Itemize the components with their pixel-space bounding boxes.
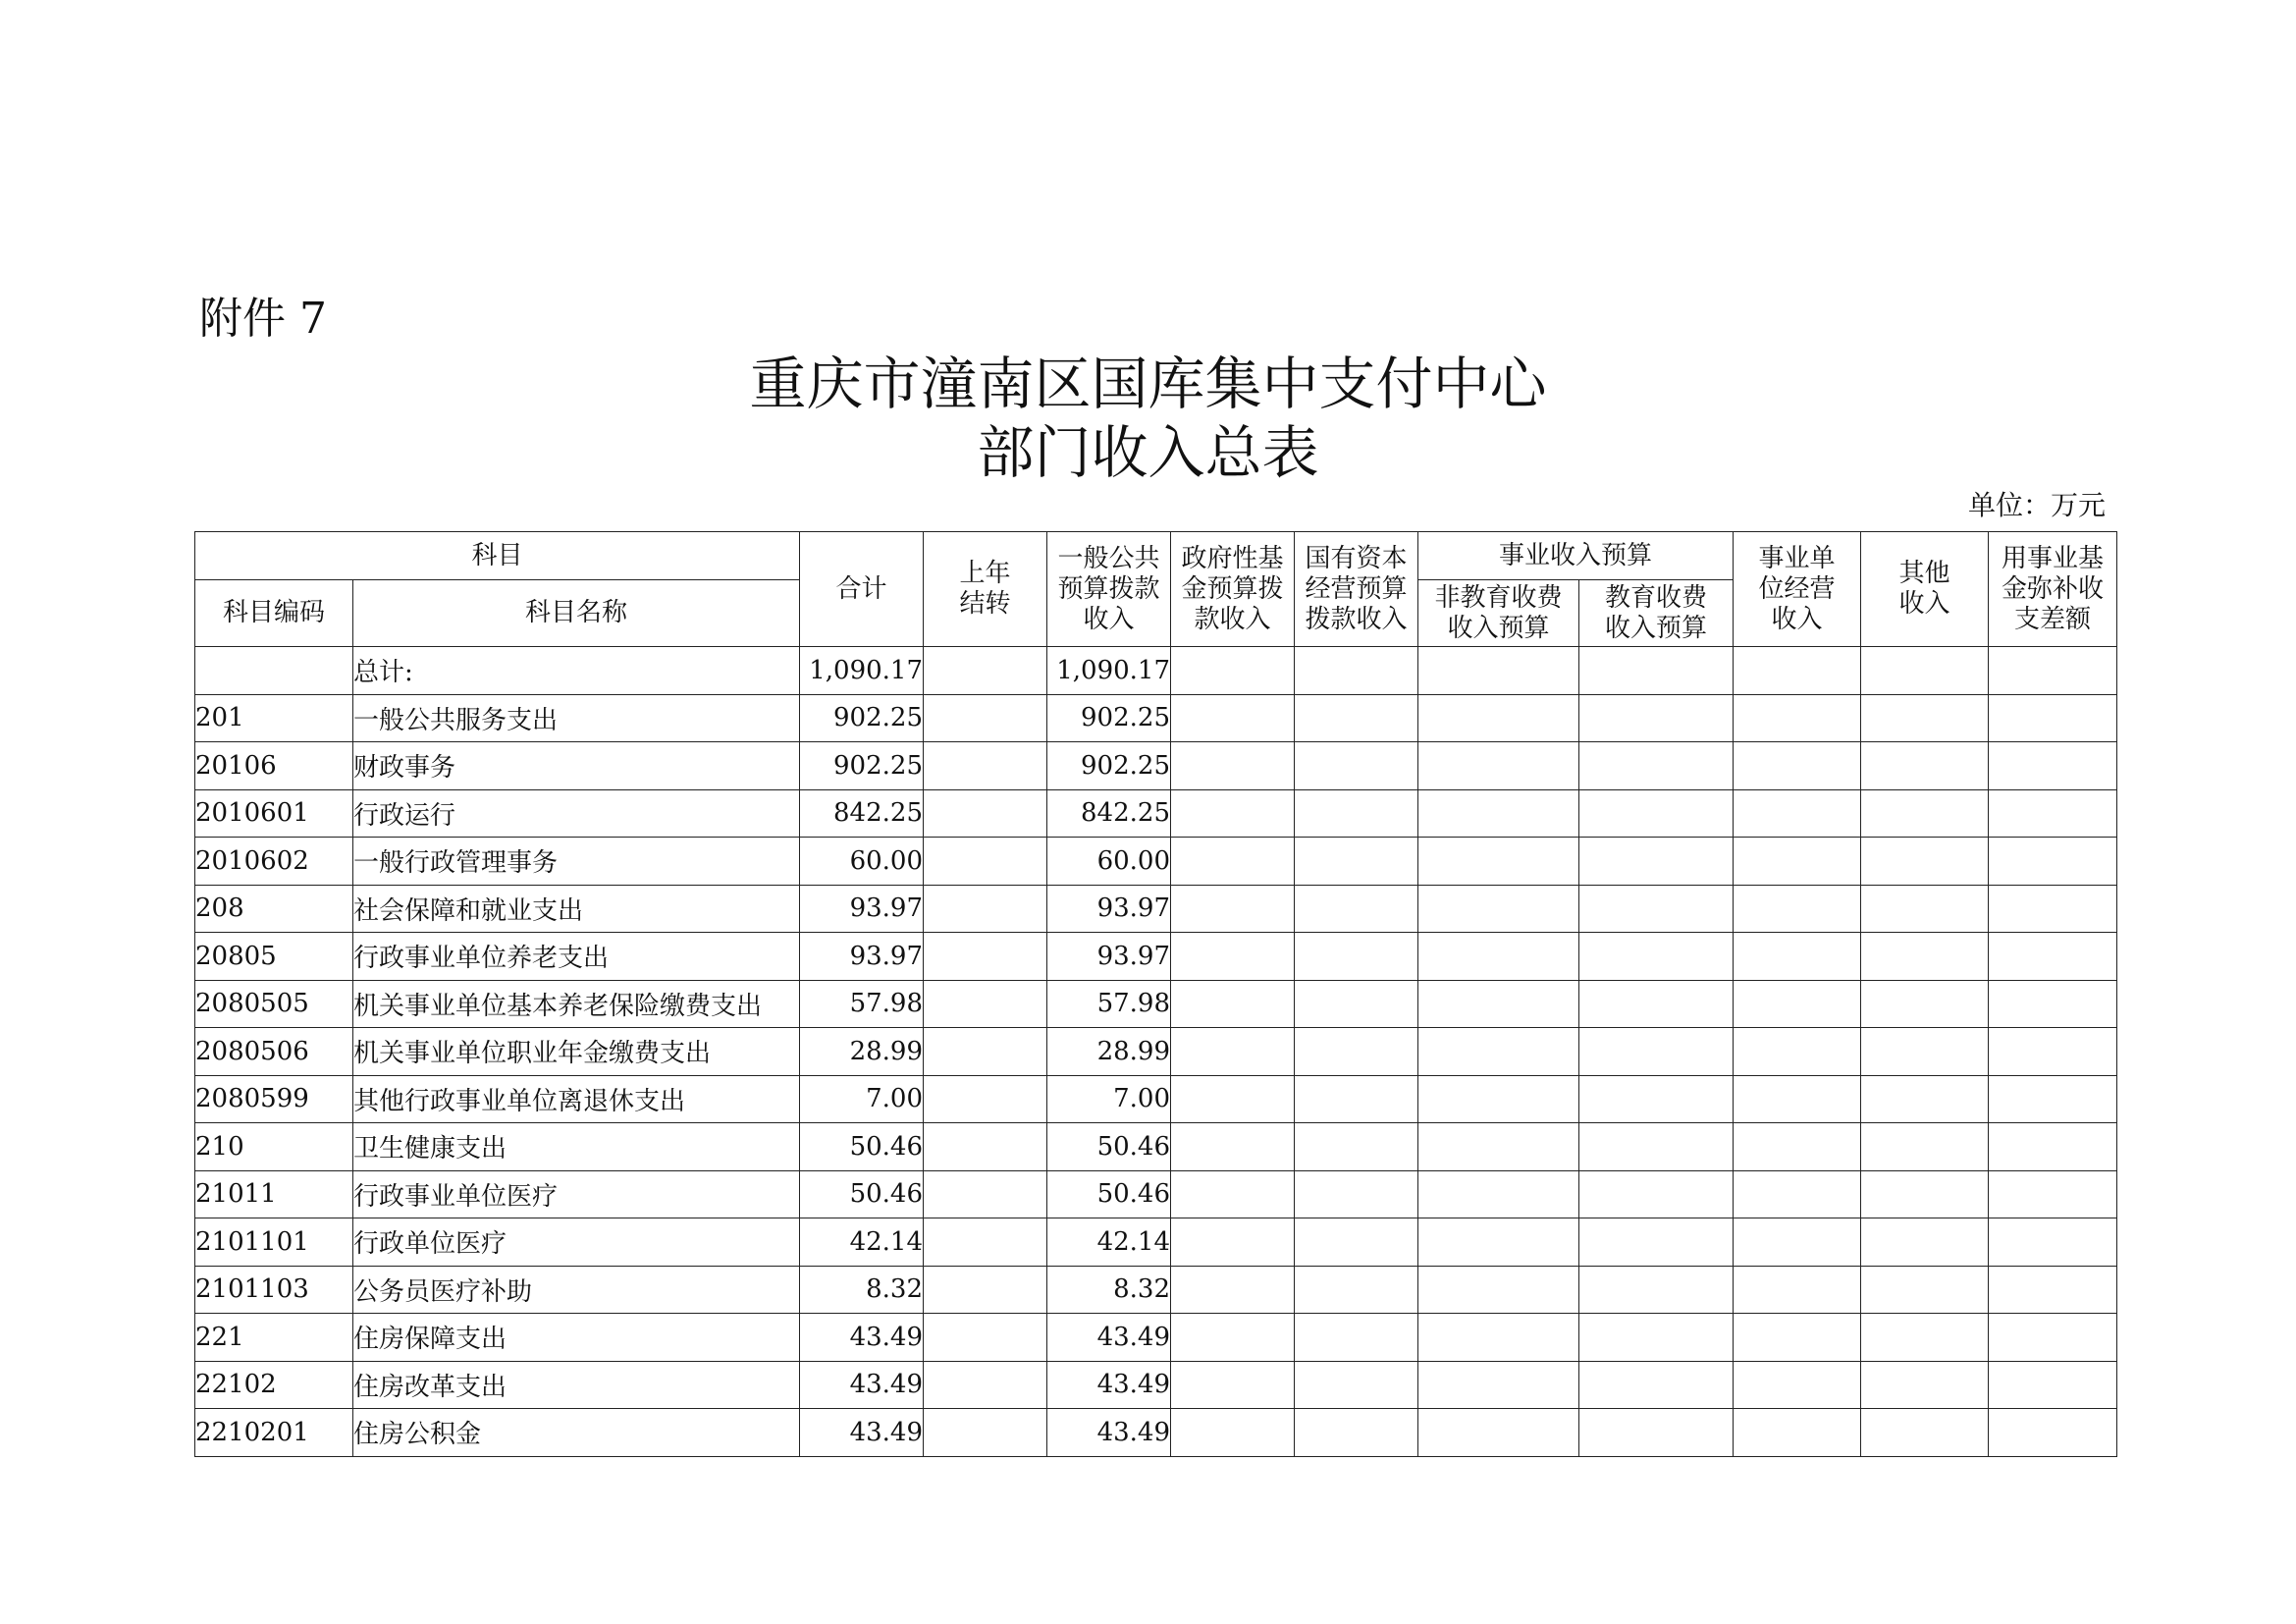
cell-prior-year xyxy=(924,933,1047,981)
cell-gov-fund xyxy=(1171,647,1295,695)
cell-other-income xyxy=(1861,1409,1989,1457)
cell-non-education-fees xyxy=(1418,980,1579,1028)
cell-business-unit xyxy=(1734,647,1861,695)
cell-reserve-offset xyxy=(1989,1218,2117,1267)
cell-total: 8.32 xyxy=(800,1266,924,1314)
table-body xyxy=(195,647,2117,1457)
cell-state-capital xyxy=(1295,885,1418,933)
cell-prior-year xyxy=(924,1361,1047,1409)
cell-gov-fund xyxy=(1171,1361,1295,1409)
cell-name: 一般行政管理事务 xyxy=(353,838,800,886)
cell-business-unit xyxy=(1734,838,1861,886)
cell-total: 93.97 xyxy=(800,933,924,981)
cell-education-fees xyxy=(1579,647,1734,695)
cell-general-budget: 842.25 xyxy=(1047,789,1171,838)
cell-non-education-fees xyxy=(1418,1123,1579,1171)
header-education-fees: 教育收费 收入预算 xyxy=(1579,580,1734,647)
cell-code xyxy=(195,647,353,695)
cell-name: 行政运行 xyxy=(353,789,800,838)
department-income-table xyxy=(194,531,2117,1457)
cell-state-capital xyxy=(1295,838,1418,886)
cell-education-fees xyxy=(1579,1123,1734,1171)
cell-state-capital xyxy=(1295,1170,1418,1218)
cell-other-income xyxy=(1861,980,1989,1028)
cell-non-education-fees xyxy=(1418,694,1579,742)
cell-state-capital xyxy=(1295,742,1418,790)
table-row xyxy=(195,1170,2117,1218)
cell-other-income xyxy=(1861,1314,1989,1362)
cell-total: 1,090.17 xyxy=(800,647,924,695)
cell-code: 21011 xyxy=(195,1170,353,1218)
unit-label: 单位：万元 xyxy=(1967,489,2106,521)
cell-code: 2010601 xyxy=(195,789,353,838)
cell-total: 902.25 xyxy=(800,742,924,790)
cell-total: 7.00 xyxy=(800,1075,924,1123)
table-row xyxy=(195,789,2117,838)
cell-gov-fund xyxy=(1171,1409,1295,1457)
cell-name: 其他行政事业单位离退休支出 xyxy=(353,1075,800,1123)
cell-education-fees xyxy=(1579,742,1734,790)
cell-name: 行政事业单位医疗 xyxy=(353,1170,800,1218)
cell-prior-year xyxy=(924,789,1047,838)
cell-total: 50.46 xyxy=(800,1123,924,1171)
header-prior-year-carryover: 上年 结转 xyxy=(924,532,1047,647)
cell-state-capital xyxy=(1295,694,1418,742)
cell-education-fees xyxy=(1579,838,1734,886)
cell-code: 20106 xyxy=(195,742,353,790)
cell-general-budget: 43.49 xyxy=(1047,1314,1171,1362)
cell-non-education-fees xyxy=(1418,1075,1579,1123)
header-other-income: 其他 收入 xyxy=(1861,532,1989,647)
cell-reserve-offset xyxy=(1989,1028,2117,1076)
cell-reserve-offset xyxy=(1989,1170,2117,1218)
cell-non-education-fees xyxy=(1418,1361,1579,1409)
cell-business-unit xyxy=(1734,980,1861,1028)
cell-non-education-fees xyxy=(1418,1409,1579,1457)
cell-business-unit xyxy=(1734,933,1861,981)
cell-general-budget: 50.46 xyxy=(1047,1170,1171,1218)
table-row xyxy=(195,694,2117,742)
cell-gov-fund xyxy=(1171,933,1295,981)
cell-other-income xyxy=(1861,933,1989,981)
cell-other-income xyxy=(1861,1218,1989,1267)
cell-state-capital xyxy=(1295,1314,1418,1362)
cell-general-budget: 43.49 xyxy=(1047,1409,1171,1457)
header-subject-code: 科目编码 xyxy=(195,580,353,647)
cell-reserve-offset xyxy=(1989,1266,2117,1314)
table-row xyxy=(195,1218,2117,1267)
cell-prior-year xyxy=(924,1028,1047,1076)
cell-business-unit xyxy=(1734,742,1861,790)
header-state-capital-budget: 国有资本 经营预算 拨款收入 xyxy=(1295,532,1418,647)
cell-prior-year xyxy=(924,1170,1047,1218)
cell-name: 社会保障和就业支出 xyxy=(353,885,800,933)
table-row xyxy=(195,933,2117,981)
cell-code: 210 xyxy=(195,1123,353,1171)
cell-name: 财政事务 xyxy=(353,742,800,790)
cell-business-unit xyxy=(1734,1170,1861,1218)
cell-other-income xyxy=(1861,1123,1989,1171)
cell-general-budget: 28.99 xyxy=(1047,1028,1171,1076)
header-total: 合计 xyxy=(800,532,924,647)
cell-code: 2210201 xyxy=(195,1409,353,1457)
cell-other-income xyxy=(1861,1361,1989,1409)
cell-reserve-offset xyxy=(1989,933,2117,981)
cell-name: 公务员医疗补助 xyxy=(353,1266,800,1314)
cell-state-capital xyxy=(1295,1266,1418,1314)
cell-non-education-fees xyxy=(1418,1028,1579,1076)
cell-total: 842.25 xyxy=(800,789,924,838)
cell-reserve-offset xyxy=(1989,1409,2117,1457)
cell-gov-fund xyxy=(1171,1266,1295,1314)
cell-business-unit xyxy=(1734,789,1861,838)
cell-non-education-fees xyxy=(1418,838,1579,886)
cell-code: 2080506 xyxy=(195,1028,353,1076)
cell-business-unit xyxy=(1734,1314,1861,1362)
attachment-label: 附件 7 xyxy=(199,294,327,344)
header-reserve-offset: 用事业基 金弥补收 支差额 xyxy=(1989,532,2117,647)
cell-other-income xyxy=(1861,789,1989,838)
header-subject: 科目 xyxy=(195,532,800,580)
cell-general-budget: 902.25 xyxy=(1047,694,1171,742)
cell-other-income xyxy=(1861,647,1989,695)
cell-reserve-offset xyxy=(1989,647,2117,695)
table-row xyxy=(195,1028,2117,1076)
cell-business-unit xyxy=(1734,1075,1861,1123)
header-subject-name: 科目名称 xyxy=(353,580,800,647)
cell-name: 卫生健康支出 xyxy=(353,1123,800,1171)
table-row xyxy=(195,1361,2117,1409)
cell-gov-fund xyxy=(1171,885,1295,933)
cell-prior-year xyxy=(924,1409,1047,1457)
cell-name: 一般公共服务支出 xyxy=(353,694,800,742)
cell-gov-fund xyxy=(1171,789,1295,838)
table-row xyxy=(195,1266,2117,1314)
cell-non-education-fees xyxy=(1418,933,1579,981)
cell-general-budget: 902.25 xyxy=(1047,742,1171,790)
cell-gov-fund xyxy=(1171,1075,1295,1123)
cell-code: 2080505 xyxy=(195,980,353,1028)
cell-name: 住房保障支出 xyxy=(353,1314,800,1362)
cell-reserve-offset xyxy=(1989,1075,2117,1123)
cell-business-unit xyxy=(1734,1218,1861,1267)
cell-code: 2101101 xyxy=(195,1218,353,1267)
cell-code: 2080599 xyxy=(195,1075,353,1123)
cell-business-unit xyxy=(1734,1361,1861,1409)
cell-general-budget: 50.46 xyxy=(1047,1123,1171,1171)
cell-prior-year xyxy=(924,1218,1047,1267)
cell-code: 221 xyxy=(195,1314,353,1362)
cell-reserve-offset xyxy=(1989,980,2117,1028)
cell-prior-year xyxy=(924,1123,1047,1171)
cell-education-fees xyxy=(1579,980,1734,1028)
table-row xyxy=(195,1314,2117,1362)
cell-name: 住房改革支出 xyxy=(353,1361,800,1409)
cell-other-income xyxy=(1861,742,1989,790)
cell-gov-fund xyxy=(1171,1314,1295,1362)
cell-education-fees xyxy=(1579,1409,1734,1457)
cell-prior-year xyxy=(924,742,1047,790)
cell-state-capital xyxy=(1295,1361,1418,1409)
cell-education-fees xyxy=(1579,933,1734,981)
table-row xyxy=(195,742,2117,790)
cell-non-education-fees xyxy=(1418,1218,1579,1267)
table-row xyxy=(195,980,2117,1028)
cell-reserve-offset xyxy=(1989,694,2117,742)
cell-other-income xyxy=(1861,885,1989,933)
cell-prior-year xyxy=(924,1266,1047,1314)
cell-other-income xyxy=(1861,1170,1989,1218)
cell-prior-year xyxy=(924,647,1047,695)
cell-other-income xyxy=(1861,1266,1989,1314)
cell-total: 42.14 xyxy=(800,1218,924,1267)
cell-general-budget: 7.00 xyxy=(1047,1075,1171,1123)
cell-total: 93.97 xyxy=(800,885,924,933)
cell-education-fees xyxy=(1579,789,1734,838)
cell-business-unit xyxy=(1734,1409,1861,1457)
cell-prior-year xyxy=(924,1075,1047,1123)
table-row xyxy=(195,647,2117,695)
cell-education-fees xyxy=(1579,1028,1734,1076)
cell-total: 43.49 xyxy=(800,1314,924,1362)
cell-other-income xyxy=(1861,694,1989,742)
cell-state-capital xyxy=(1295,647,1418,695)
cell-other-income xyxy=(1861,838,1989,886)
cell-general-budget: 57.98 xyxy=(1047,980,1171,1028)
header-business-unit-operating: 事业单 位经营 收入 xyxy=(1734,532,1861,647)
cell-name: 行政单位医疗 xyxy=(353,1218,800,1267)
cell-code: 201 xyxy=(195,694,353,742)
cell-gov-fund xyxy=(1171,694,1295,742)
cell-name: 住房公积金 xyxy=(353,1409,800,1457)
cell-name: 总计: xyxy=(353,647,800,695)
cell-total: 43.49 xyxy=(800,1409,924,1457)
cell-reserve-offset xyxy=(1989,789,2117,838)
cell-code: 208 xyxy=(195,885,353,933)
cell-prior-year xyxy=(924,980,1047,1028)
cell-total: 28.99 xyxy=(800,1028,924,1076)
cell-education-fees xyxy=(1579,885,1734,933)
cell-gov-fund xyxy=(1171,1218,1295,1267)
table-row xyxy=(195,885,2117,933)
cell-code: 2101103 xyxy=(195,1266,353,1314)
cell-state-capital xyxy=(1295,1123,1418,1171)
cell-prior-year xyxy=(924,838,1047,886)
cell-gov-fund xyxy=(1171,742,1295,790)
cell-non-education-fees xyxy=(1418,742,1579,790)
header-business-income-budget: 事业收入预算 xyxy=(1418,532,1734,580)
table-row xyxy=(195,838,2117,886)
cell-code: 20805 xyxy=(195,933,353,981)
cell-reserve-offset xyxy=(1989,1123,2117,1171)
cell-general-budget: 43.49 xyxy=(1047,1361,1171,1409)
cell-general-budget: 1,090.17 xyxy=(1047,647,1171,695)
cell-general-budget: 60.00 xyxy=(1047,838,1171,886)
cell-prior-year xyxy=(924,694,1047,742)
cell-reserve-offset xyxy=(1989,838,2117,886)
cell-non-education-fees xyxy=(1418,1266,1579,1314)
cell-gov-fund xyxy=(1171,1123,1295,1171)
header-gov-fund-budget: 政府性基 金预算拨 款收入 xyxy=(1171,532,1295,647)
cell-reserve-offset xyxy=(1989,1314,2117,1362)
cell-state-capital xyxy=(1295,1075,1418,1123)
header-non-education-fees: 非教育收费 收入预算 xyxy=(1418,580,1579,647)
cell-total: 50.46 xyxy=(800,1170,924,1218)
header-general-public-budget: 一般公共 预算拨款 收入 xyxy=(1047,532,1171,647)
cell-gov-fund xyxy=(1171,980,1295,1028)
cell-reserve-offset xyxy=(1989,742,2117,790)
cell-education-fees xyxy=(1579,1314,1734,1362)
cell-gov-fund xyxy=(1171,1170,1295,1218)
cell-business-unit xyxy=(1734,1028,1861,1076)
cell-name: 机关事业单位基本养老保险缴费支出 xyxy=(353,980,800,1028)
cell-gov-fund xyxy=(1171,1028,1295,1076)
cell-gov-fund xyxy=(1171,838,1295,886)
cell-education-fees xyxy=(1579,1361,1734,1409)
cell-non-education-fees xyxy=(1418,1314,1579,1362)
cell-state-capital xyxy=(1295,980,1418,1028)
cell-code: 22102 xyxy=(195,1361,353,1409)
cell-business-unit xyxy=(1734,694,1861,742)
cell-non-education-fees xyxy=(1418,647,1579,695)
cell-state-capital xyxy=(1295,1218,1418,1267)
cell-non-education-fees xyxy=(1418,789,1579,838)
cell-general-budget: 42.14 xyxy=(1047,1218,1171,1267)
cell-business-unit xyxy=(1734,1123,1861,1171)
cell-education-fees xyxy=(1579,694,1734,742)
cell-general-budget: 93.97 xyxy=(1047,885,1171,933)
cell-education-fees xyxy=(1579,1075,1734,1123)
cell-education-fees xyxy=(1579,1218,1734,1267)
cell-total: 43.49 xyxy=(800,1361,924,1409)
table-row xyxy=(195,1075,2117,1123)
cell-business-unit xyxy=(1734,885,1861,933)
cell-general-budget: 93.97 xyxy=(1047,933,1171,981)
cell-education-fees xyxy=(1579,1170,1734,1218)
cell-education-fees xyxy=(1579,1266,1734,1314)
cell-prior-year xyxy=(924,1314,1047,1362)
cell-total: 57.98 xyxy=(800,980,924,1028)
cell-state-capital xyxy=(1295,1409,1418,1457)
cell-general-budget: 8.32 xyxy=(1047,1266,1171,1314)
table-row xyxy=(195,1409,2117,1457)
cell-state-capital xyxy=(1295,1028,1418,1076)
page-title-line2: 部门收入总表 xyxy=(977,419,1319,486)
cell-business-unit xyxy=(1734,1266,1861,1314)
cell-state-capital xyxy=(1295,933,1418,981)
cell-reserve-offset xyxy=(1989,1361,2117,1409)
page-title-line1: 重庆市潼南区国库集中支付中心 xyxy=(749,351,1547,417)
cell-total: 60.00 xyxy=(800,838,924,886)
cell-state-capital xyxy=(1295,789,1418,838)
cell-total: 902.25 xyxy=(800,694,924,742)
cell-non-education-fees xyxy=(1418,1170,1579,1218)
cell-code: 2010602 xyxy=(195,838,353,886)
cell-non-education-fees xyxy=(1418,885,1579,933)
cell-prior-year xyxy=(924,885,1047,933)
cell-reserve-offset xyxy=(1989,885,2117,933)
table-row xyxy=(195,1123,2117,1171)
cell-name: 机关事业单位职业年金缴费支出 xyxy=(353,1028,800,1076)
cell-other-income xyxy=(1861,1075,1989,1123)
cell-other-income xyxy=(1861,1028,1989,1076)
cell-name: 行政事业单位养老支出 xyxy=(353,933,800,981)
